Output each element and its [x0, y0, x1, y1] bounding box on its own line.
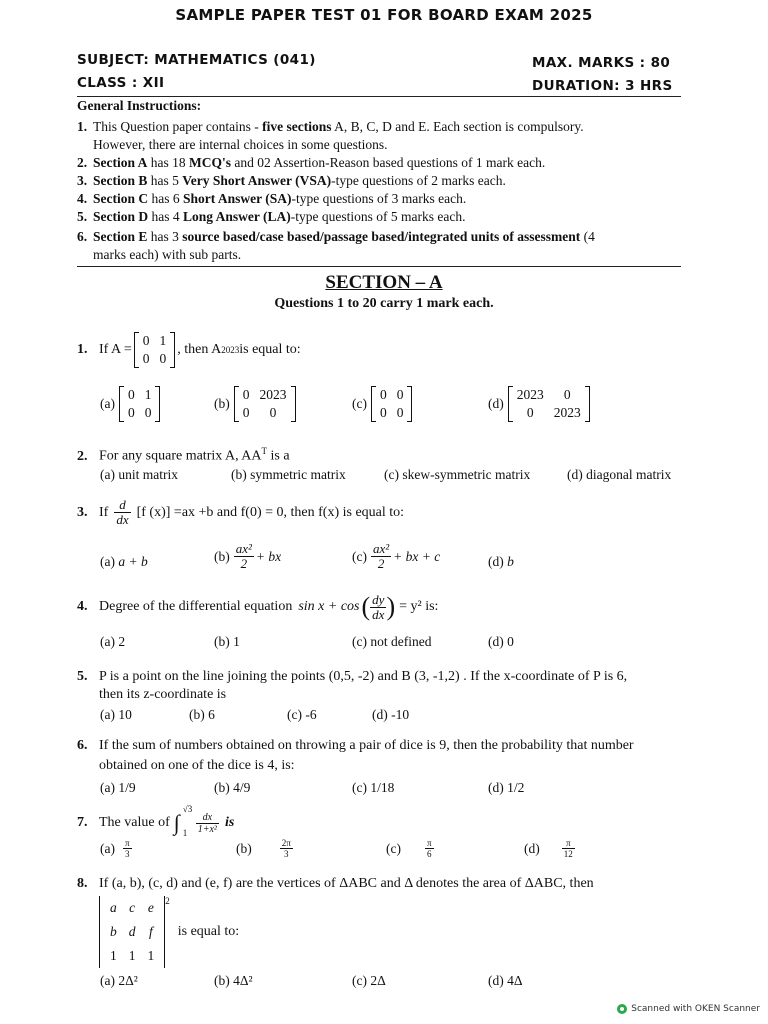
option-a: (a) 1/9 — [100, 780, 136, 795]
option-d: (d) 4Δ — [488, 973, 523, 988]
option-c: (c) $\frac{\text{ax²}}{2}$ + bx + c — [352, 541, 441, 571]
question-text: is equal to: — [177, 924, 240, 939]
question-number: 3. — [77, 504, 88, 520]
option-b: (b) 0 2023 0 0 — [214, 386, 296, 422]
exponent: 2023 — [221, 345, 240, 355]
question-text: = y² is: — [399, 599, 439, 614]
option-c: (c) not defined — [352, 634, 432, 649]
class-label: CLASS : XII — [77, 75, 165, 91]
option-a: (a) 0 1 0 0 — [100, 386, 160, 422]
question-text: If (a, b), (c, d) and (e, f) are the vertices of ΔABC and Δ denotes the area of ΔABC, then — [99, 876, 594, 891]
instruction-item: 3. Section B has 5 Very Short Answer (VSA)-type questions of 2 marks each. — [77, 173, 506, 188]
option-b: (b) $\frac{\text{ax²}}{2}$ + bx — [214, 541, 282, 571]
option-d: (d) diagonal matrix — [567, 467, 672, 482]
option-d: (d) -10 — [372, 707, 410, 722]
question-number: 1. — [77, 342, 88, 357]
question-number: 6. — [77, 738, 88, 753]
question-5 — [77, 669, 627, 685]
option-a: (a) 2 — [100, 634, 126, 649]
instruction-item: 6. Section E has 3 source based/case based/passage based/integrated units of assessment (4 — [77, 229, 595, 244]
question-6-cont: obtained on one of the dice is 4, is: — [99, 758, 295, 773]
option-c: (c) 0 0 0 0 — [352, 386, 412, 422]
instructions-divider — [77, 266, 681, 267]
equation-text: sin x + cos — [298, 599, 360, 614]
option-a: (a) unit matrix — [100, 467, 178, 482]
question-number: 2. — [77, 448, 88, 464]
exponent: 2 — [165, 896, 170, 906]
subject-label: SUBJECT: MATHEMATICS (041) — [77, 52, 316, 68]
option-a: (a) 10 — [100, 707, 132, 722]
option-d: (d) $\frac{\pi}{12}$ — [524, 838, 573, 859]
question-text: If the sum of numbers obtained on throwing a pair of dice is 9, then the probability that number — [99, 738, 634, 753]
question-text: P is a point on the line joining the points (0,5, -2) and B (3, -1,2) . If the x-coordinate of P is 6, — [99, 669, 628, 684]
integrand-fraction: $\frac{dx}{\text{1+x²}}$ — [197, 811, 217, 835]
instruction-item: 4. Section C has 6 Short Answer (SA)-type questions of 3 marks each. — [77, 191, 467, 206]
exponent: T — [261, 446, 268, 456]
option-b: (b) 4Δ² — [214, 973, 253, 988]
option-a: (a) a + b — [100, 554, 148, 569]
question-text: The value of — [99, 815, 170, 830]
question-number: 8. — [77, 876, 88, 891]
matrix-A: 0 1 0 0 — [134, 332, 176, 368]
determinant-block — [99, 896, 239, 968]
section-title: SECTION – A — [325, 272, 443, 293]
scanner-logo-icon — [617, 1004, 627, 1014]
question-2 — [77, 446, 290, 465]
question-text: is equal to: — [239, 342, 301, 357]
section-subtitle: Questions 1 to 20 carry 1 mark each. — [274, 296, 494, 311]
instruction-item: 1. This Question paper contains - five sections A, B, C, D and E. Each section is compulsory. — [77, 119, 584, 134]
question-6 — [77, 738, 634, 754]
option-d: (d) 0 — [488, 634, 514, 649]
question-text: , then A — [177, 342, 222, 357]
instruction-item-cont: marks each) with sub parts. — [93, 247, 242, 262]
option-d: (d) b — [488, 554, 514, 569]
right-paren: ) — [386, 592, 396, 621]
question-4 — [77, 592, 438, 622]
instruction-item: 2. Section A has 18 MCQ's and 02 Assertion-Reason based questions of 1 mark each. — [77, 155, 546, 170]
dy-dx-fraction: $\frac{dy}{dx}$ — [372, 591, 385, 622]
question-text: If A = — [99, 342, 132, 357]
question-number: 4. — [77, 599, 88, 614]
duration-label: DURATION: 3 HRS — [532, 78, 673, 94]
derivative-fraction: $\frac{d}{dx}$ — [116, 497, 129, 527]
question-text: For any square matrix A, AA — [99, 448, 262, 464]
question-1 — [77, 332, 301, 368]
option-a: (a) $\frac{\pi}{3}$ — [100, 838, 130, 859]
option-d: (d) 1/2 — [488, 780, 525, 795]
option-c: (c) 2Δ — [352, 973, 386, 988]
question-3 — [77, 498, 404, 527]
scanner-watermark — [617, 1004, 760, 1014]
max-marks-label: MAX. MARKS : 80 — [532, 55, 671, 71]
question-8 — [77, 876, 594, 892]
instruction-item-cont: However, there are internal choices in some questions. — [93, 137, 388, 152]
option-b: (b) 6 — [189, 707, 215, 722]
question-text: is — [224, 815, 235, 830]
option-c: (c) 1/18 — [352, 780, 395, 795]
integral-sign: ∫ √3 1 — [173, 804, 193, 838]
option-d: (d) 2023 0 0 2023 — [488, 386, 590, 422]
question-number: 7. — [77, 815, 88, 830]
question-text: is a — [267, 448, 290, 464]
option-b: (b) symmetric matrix — [231, 467, 346, 482]
question-text: If — [99, 504, 109, 520]
option-b: (b) $\frac{2\pi}{3}$ — [236, 838, 291, 859]
question-7 — [77, 804, 235, 838]
question-text: [f (x)] =ax +b and f(0) = 0, then f(x) is equal to: — [136, 504, 405, 520]
instruction-item: 5. Section D has 4 Long Answer (LA)-type questions of 5 marks each. — [77, 209, 466, 224]
question-number: 5. — [77, 669, 88, 684]
option-b: (b) 4/9 — [214, 780, 251, 795]
question-5-cont: then its z-coordinate is — [99, 687, 227, 702]
determinant: a c e b d f 1 1 1 — [99, 896, 165, 968]
question-text: Degree of the differential equation — [99, 599, 293, 614]
option-c: (c) -6 — [287, 707, 317, 722]
option-c: (c) $\frac{\pi}{6}$ — [386, 838, 432, 859]
option-c: (c) skew-symmetric matrix — [384, 467, 531, 482]
left-paren: ( — [361, 592, 371, 621]
paper-title: SAMPLE PAPER TEST 01 FOR BOARD EXAM 2025 — [175, 6, 593, 24]
option-b: (b) 1 — [214, 634, 240, 649]
option-a: (a) 2Δ² — [100, 973, 138, 988]
instructions-heading: General Instructions: — [77, 98, 202, 113]
watermark-text: Scanned with OKEN Scanner — [631, 1004, 760, 1014]
